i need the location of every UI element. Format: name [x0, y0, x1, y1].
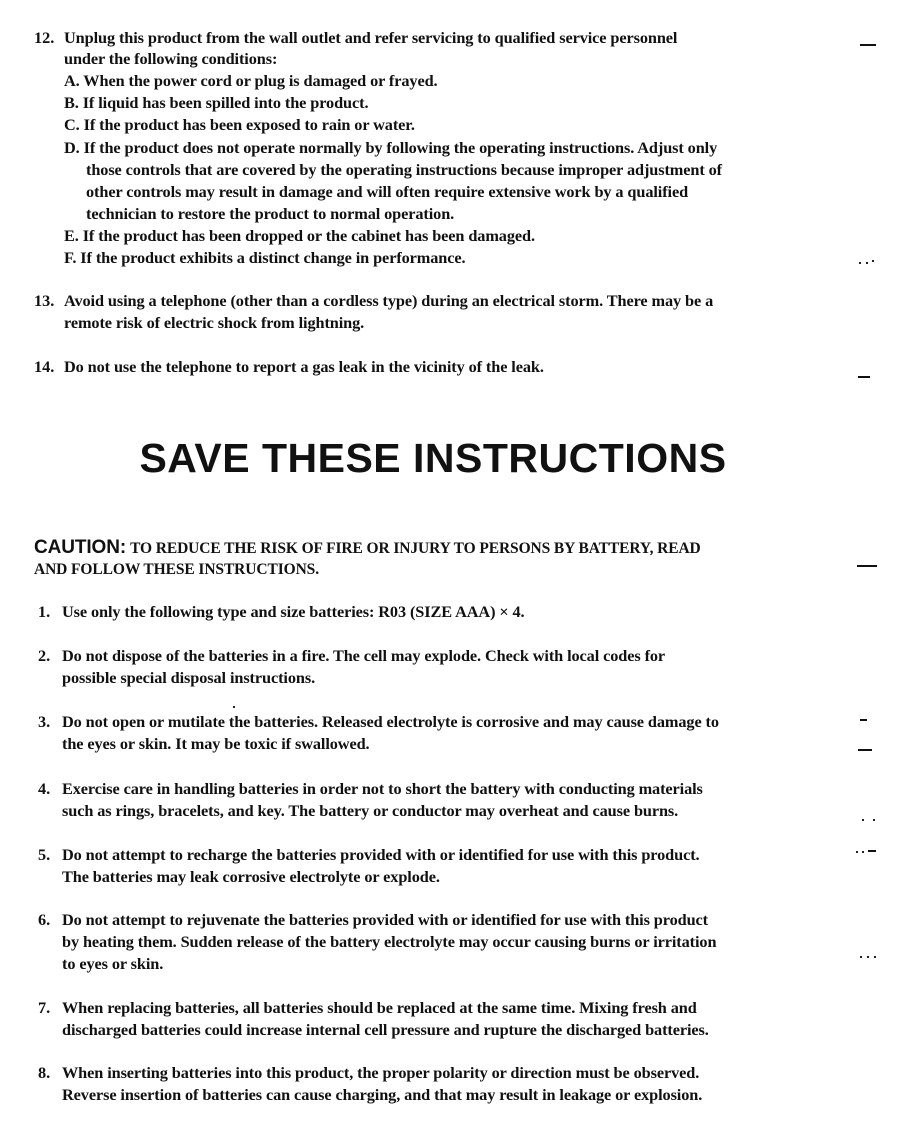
margin-mark: [858, 749, 872, 751]
margin-dot: [866, 262, 868, 264]
item-line: Do not attempt to recharge the batteries provided with or identified for use with this product.: [62, 845, 700, 864]
subitem-line: technician to restore the product to normal operation.: [86, 204, 455, 223]
margin-mark: [860, 719, 867, 721]
subitem-line: other controls may result in damage and will often require extensive work by a qualified: [86, 182, 689, 201]
item-line: Avoid using a telephone (other than a cordless type) during an electrical storm. There may be a: [64, 291, 714, 310]
margin-dot: [856, 851, 858, 853]
page-heading: SAVE THESE INSTRUCTIONS: [139, 435, 727, 481]
item-line: The batteries may leak corrosive electrolyte or explode.: [62, 867, 440, 886]
item-number: 12.: [34, 28, 55, 47]
item-line: to eyes or skin.: [62, 954, 164, 973]
item-number: 8.: [38, 1063, 51, 1082]
margin-mark: [858, 376, 870, 378]
subitem-line: C. If the product has been exposed to rain or water.: [64, 115, 415, 134]
margin-mark: [860, 44, 876, 46]
item-number: 6.: [38, 910, 51, 929]
margin-dot: [233, 706, 235, 708]
item-line: When replacing batteries, all batteries should be replaced at the same time. Mixing fresh and: [62, 998, 697, 1017]
item-line: Do not attempt to rejuvenate the batteries provided with or identified for use with this product: [62, 910, 708, 929]
item-number: 7.: [38, 998, 51, 1017]
item-number: 4.: [38, 779, 51, 798]
margin-dot: [873, 819, 875, 821]
item-number: 3.: [38, 712, 51, 731]
subitem-line: those controls that are covered by the operating instructions because improper adjustment of: [86, 160, 722, 179]
margin-dot: [874, 956, 876, 958]
item-line: discharged batteries could increase internal cell pressure and rupture the discharged batteries.: [62, 1020, 709, 1039]
margin-mark: [857, 565, 877, 567]
caution-line-1: [34, 537, 701, 560]
item-number: 13.: [34, 291, 55, 310]
item-line: possible special disposal instructions.: [62, 668, 316, 687]
subitem-line: D. If the product does not operate normally by following the operating instructions. Adjust only: [64, 138, 718, 157]
margin-dot: [872, 260, 874, 262]
margin-dot: [862, 819, 864, 821]
subitem-line: E. If the product has been dropped or the cabinet has been damaged.: [64, 226, 535, 245]
item-line: by heating them. Sudden release of the battery electrolyte may occur causing burns or irritation: [62, 932, 717, 951]
margin-dot: [860, 956, 862, 958]
subitem-line: B. If liquid has been spilled into the product.: [64, 93, 369, 112]
item-line: the eyes or skin. It may be toxic if swallowed.: [62, 734, 370, 753]
subitem-line: A. When the power cord or plug is damaged or frayed.: [64, 71, 438, 90]
margin-mark: [868, 850, 876, 852]
item-line: such as rings, bracelets, and key. The battery or conductor may overheat and cause burns.: [62, 801, 679, 820]
caution-text: TO REDUCE THE RISK OF FIRE OR INJURY TO PERSONS BY BATTERY, READ: [130, 540, 701, 557]
item-line: Use only the following type and size batteries: R03 (SIZE AAA) × 4.: [62, 602, 525, 621]
item-line: Do not dispose of the batteries in a fire. The cell may explode. Check with local codes for: [62, 646, 666, 665]
margin-dot: [862, 851, 864, 853]
item-line: under the following conditions:: [64, 49, 278, 68]
caution-line-2: AND FOLLOW THESE INSTRUCTIONS.: [34, 561, 319, 578]
caution-label: CAUTION:: [34, 537, 127, 558]
item-line: Unplug this product from the wall outlet and refer servicing to qualified service personnel: [64, 28, 678, 47]
item-line: remote risk of electric shock from lightning.: [64, 313, 365, 332]
subitem-line: F. If the product exhibits a distinct change in performance.: [64, 248, 466, 267]
item-line: Reverse insertion of batteries can cause charging, and that may result in leakage or explosion.: [62, 1085, 703, 1104]
item-line: Do not open or mutilate the batteries. Released electrolyte is corrosive and may cause damage to: [62, 712, 719, 731]
margin-dot: [859, 262, 861, 264]
item-number: 14.: [34, 357, 55, 376]
item-line: When inserting batteries into this product, the proper polarity or direction must be observed.: [62, 1063, 700, 1082]
margin-dot: [867, 956, 869, 958]
item-number: 2.: [38, 646, 51, 665]
item-number: 1.: [38, 602, 51, 621]
item-line: Do not use the telephone to report a gas leak in the vicinity of the leak.: [64, 357, 544, 376]
item-number: 5.: [38, 845, 51, 864]
item-line: Exercise care in handling batteries in order not to short the battery with conducting materials: [62, 779, 703, 798]
